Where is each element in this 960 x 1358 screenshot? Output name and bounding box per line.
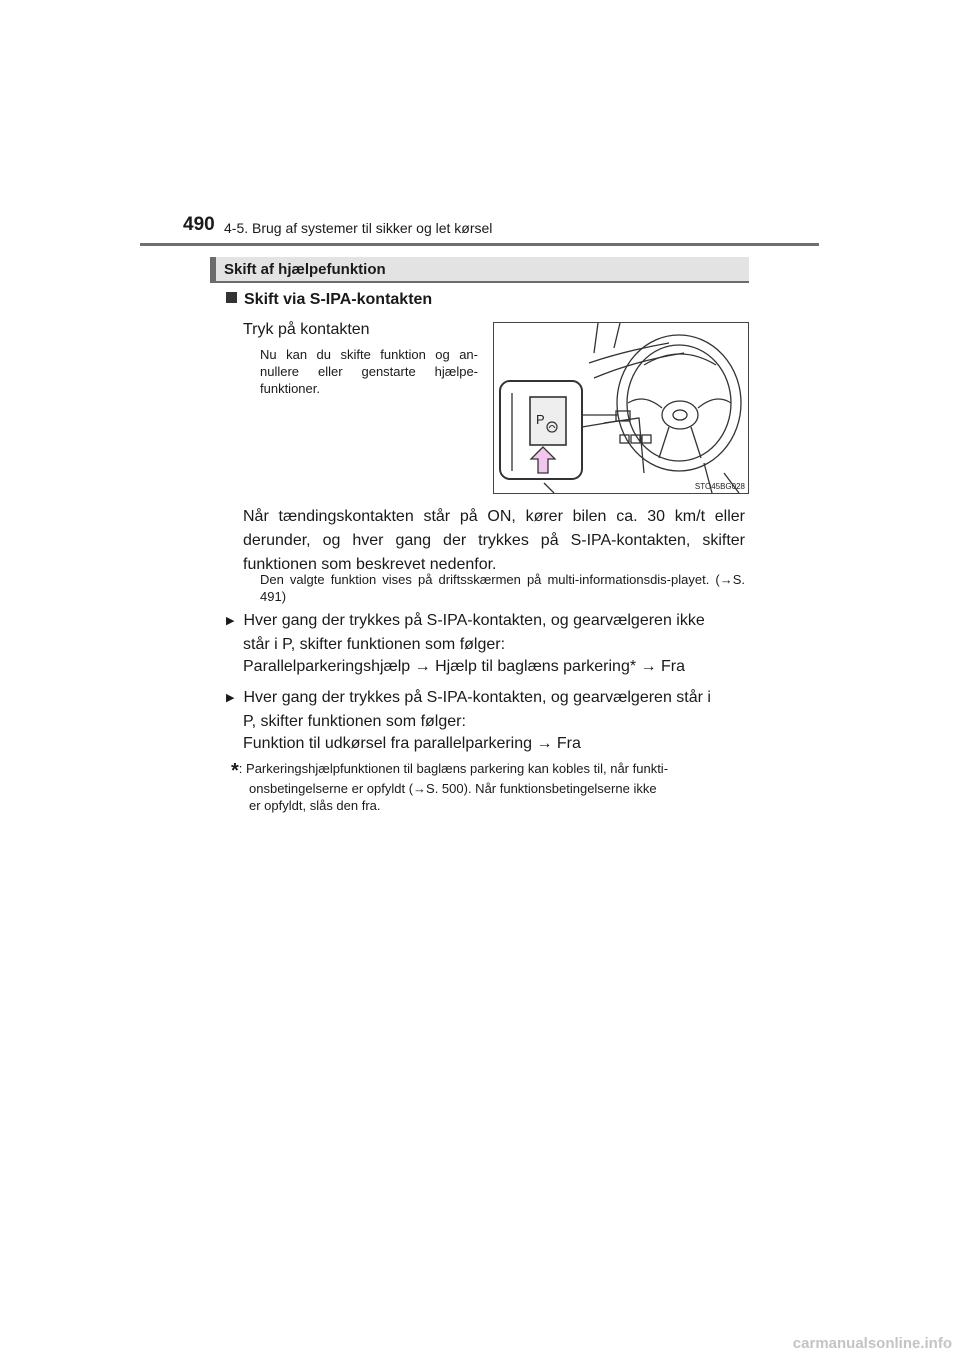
list-item-text: P, skifter funktionen som følger: bbox=[243, 713, 466, 730]
section-header-bar bbox=[210, 257, 749, 283]
footnote-text: : Parkeringshjælpfunktionen til baglæns parkering kan kobles til, når funkti- bbox=[238, 761, 669, 776]
figure-code: STO45BG028 bbox=[694, 482, 745, 491]
list-item-text: Hver gang der trykkes på S-IPA-kontakten, og gearvælgeren står i bbox=[243, 689, 711, 706]
list-item bbox=[226, 686, 745, 734]
press-instruction: Tryk på kontakten bbox=[243, 321, 370, 338]
watermark: carmanualsonline.info bbox=[792, 1335, 952, 1352]
square-bullet-icon bbox=[226, 292, 237, 303]
press-arrow-icon bbox=[531, 447, 555, 473]
switch-illustration bbox=[493, 322, 749, 494]
chapter-title: 4-5. Brug af systemer til sikker og let kørsel bbox=[224, 220, 493, 236]
function-sequence: Funktion til udkørsel fra parallelparkering → Fra bbox=[243, 735, 581, 752]
section-title: Skift af hjælpefunktion bbox=[224, 261, 386, 278]
triangle-bullet-icon: ▶ bbox=[226, 692, 235, 704]
steering-wheel-dashboard-drawing bbox=[494, 323, 748, 493]
header-rule bbox=[140, 243, 819, 246]
section-bar-accent bbox=[210, 257, 216, 281]
footnote bbox=[231, 760, 745, 814]
footnote-text: onsbetingelserne er opfyldt (→S. 500). Når funktionsbetingelserne ikke bbox=[249, 781, 657, 796]
page-number: 490 bbox=[183, 214, 215, 235]
footnote-marker: * bbox=[231, 760, 239, 782]
list-item bbox=[226, 609, 745, 657]
main-paragraph: Når tændingskontakten står på ON, kører bilen ca. 30 km/t eller derunder, og hver gang der trykkes på S-IPA-kontakten, skifter funktionen som beskrevet nedenfor. bbox=[243, 508, 745, 573]
list-item-text: Hver gang der trykkes på S-IPA-kontakten, og gearvælgeren ikke bbox=[243, 612, 705, 629]
switch-label: P bbox=[536, 412, 545, 427]
list-item-text: står i P, skifter funktionen som følger: bbox=[243, 636, 506, 653]
press-note: Nu kan du skifte funktion og an-nullere eller genstarte hjælpe-funktioner. bbox=[260, 347, 478, 396]
triangle-bullet-icon: ▶ bbox=[226, 615, 235, 627]
footnote-text: er opfyldt, slås den fra. bbox=[249, 798, 381, 813]
function-sequence: Parallelparkeringshjælp → Hjælp til baglæns parkering* → Fra bbox=[243, 658, 685, 675]
main-note: Den valgte funktion vises på driftsskærmen på multi-informationsdis-playet. (→S. 491) bbox=[260, 572, 745, 604]
subsection-heading bbox=[226, 291, 432, 309]
subsection-heading-text: Skift via S-IPA-kontakten bbox=[244, 291, 433, 308]
